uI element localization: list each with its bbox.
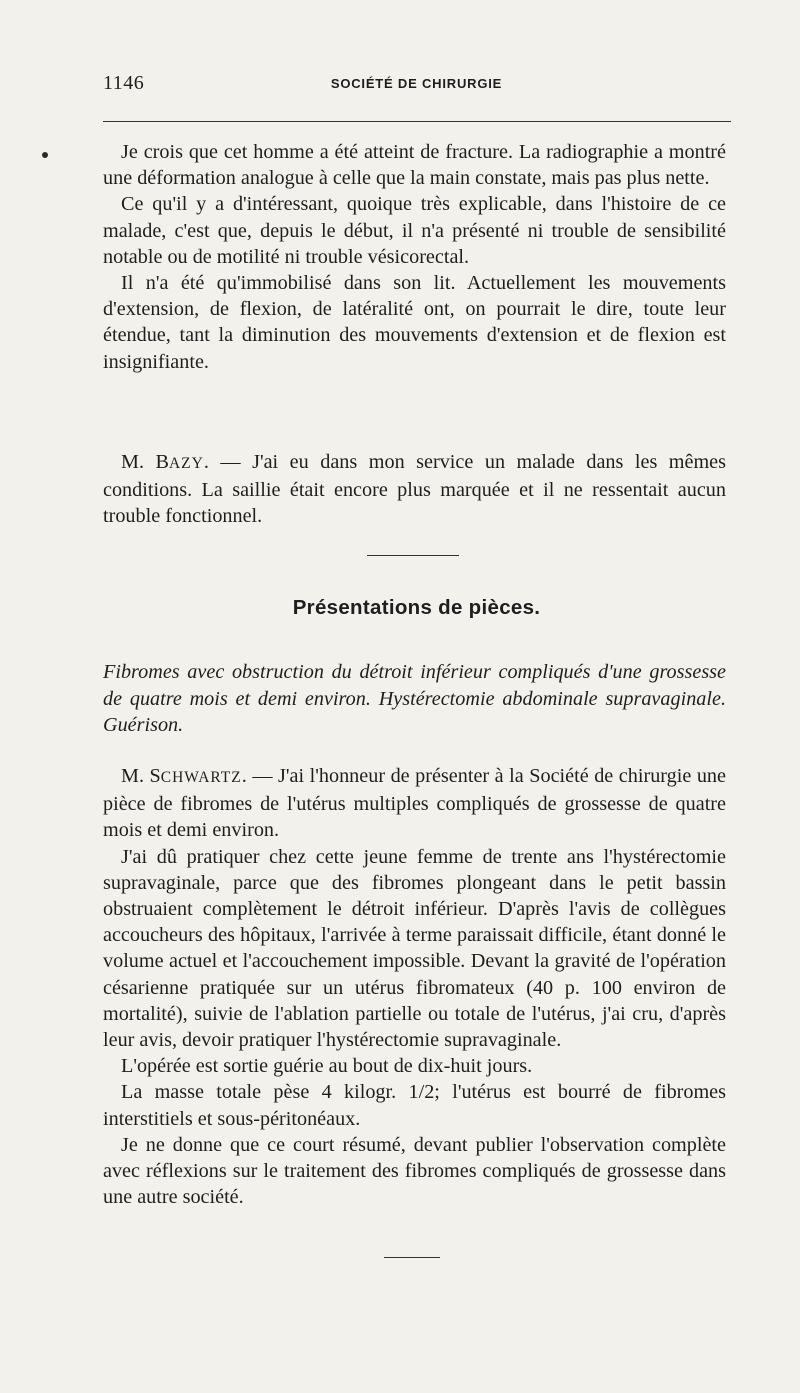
paragraph: Je ne donne que ce court résumé, devant publier l'observation complète avec réflexions sur le traitement des fibromes compliqués de grossesse dans une autre société. <box>103 1133 726 1209</box>
speaker-prefix: M. S <box>121 765 161 787</box>
presentation-text: . — J'ai l'honneur de présenter à la Société de chirurgie une pièce de fibromes de l'utérus multiples compliqués de grossesse de quatre mois et demi environ. <box>103 765 726 842</box>
paragraph <box>103 763 726 844</box>
paragraph <box>103 449 726 530</box>
speaker-name: CHWARTZ <box>160 769 242 786</box>
schwartz-presentation <box>103 763 726 1210</box>
paragraph: J'ai dû pratiquer chez cette jeune femme de trente ans l'hystérectomie supravaginale, parce que des fibromes plongeant dans le petit bassin obstruaient complètement le détroit inférieur. D'après l'avis de collègues accoucheurs des hôpitaux, l'arrivée à terme paraissait difficile, étant donné le volume actuel et l'accouchement impossible. Devant la gravité de l'opération césarienne pratiquée sur un utérus fibromateux (40 p. 100 environ de mortalité), suivie de l'ablation partielle ou totale de l'utérus, j'ai cru, d'après leur avis, devoir pratiquer l'hystérectomie supravaginale. <box>103 845 726 1052</box>
margin-mark <box>42 152 48 158</box>
paragraph: Je crois que cet homme a été atteint de fracture. La radiographie a montré une déformation analogue à celle que la main constate, mais pas plus nette. <box>103 141 726 190</box>
page-number: 1146 <box>103 72 145 94</box>
section-title: Présentations de pièces. <box>292 596 541 619</box>
discussion-text <box>103 139 726 375</box>
article-title <box>103 659 726 739</box>
speaker-name: AZY <box>168 455 204 472</box>
speaker-prefix: M. B <box>121 451 169 473</box>
paragraph: La masse totale pèse 4 kilogr. 1/2; l'utérus est bourré de fibromes interstitiels et sous-péritonéaux. <box>103 1081 726 1130</box>
paragraph: Ce qu'il y a d'intéressant, quoique très explicable, dans l'histoire de ce malade, c'est que, depuis le début, il n'a présenté ni trouble de sensibilité notable ou de motilité ni trouble vésicorectal. <box>103 193 726 268</box>
remark-text: . — J'ai eu dans mon service un malade dans les mêmes conditions. La saillie était encore plus marquée et il ne ressentait aucun trouble fonctionnel. <box>103 451 726 528</box>
paragraph: Il n'a été qu'immobilisé dans son lit. Actuellement les mouvements d'extension, de flexion, de latéralité ont, on pourrait le dire, toute leur étendue, tant la diminution des mouvements d'extension et de flexion est insignifiante. <box>103 272 726 373</box>
paragraph: L'opérée est sortie guérie au bout de dix-huit jours. <box>121 1055 533 1078</box>
bazy-remark <box>103 449 726 530</box>
section-divider <box>367 555 459 556</box>
running-head: SOCIÉTÉ DE CHIRURGIE <box>330 76 503 91</box>
header-rule <box>103 121 731 122</box>
article-title-text: Fibromes avec obstruction du détroit inférieur compliqués d'une grossesse de quatre mois et demi environ. Hystérectomie abdominale supravaginale. Guérison. <box>103 661 726 736</box>
page-header <box>103 72 730 96</box>
end-divider <box>384 1257 440 1258</box>
